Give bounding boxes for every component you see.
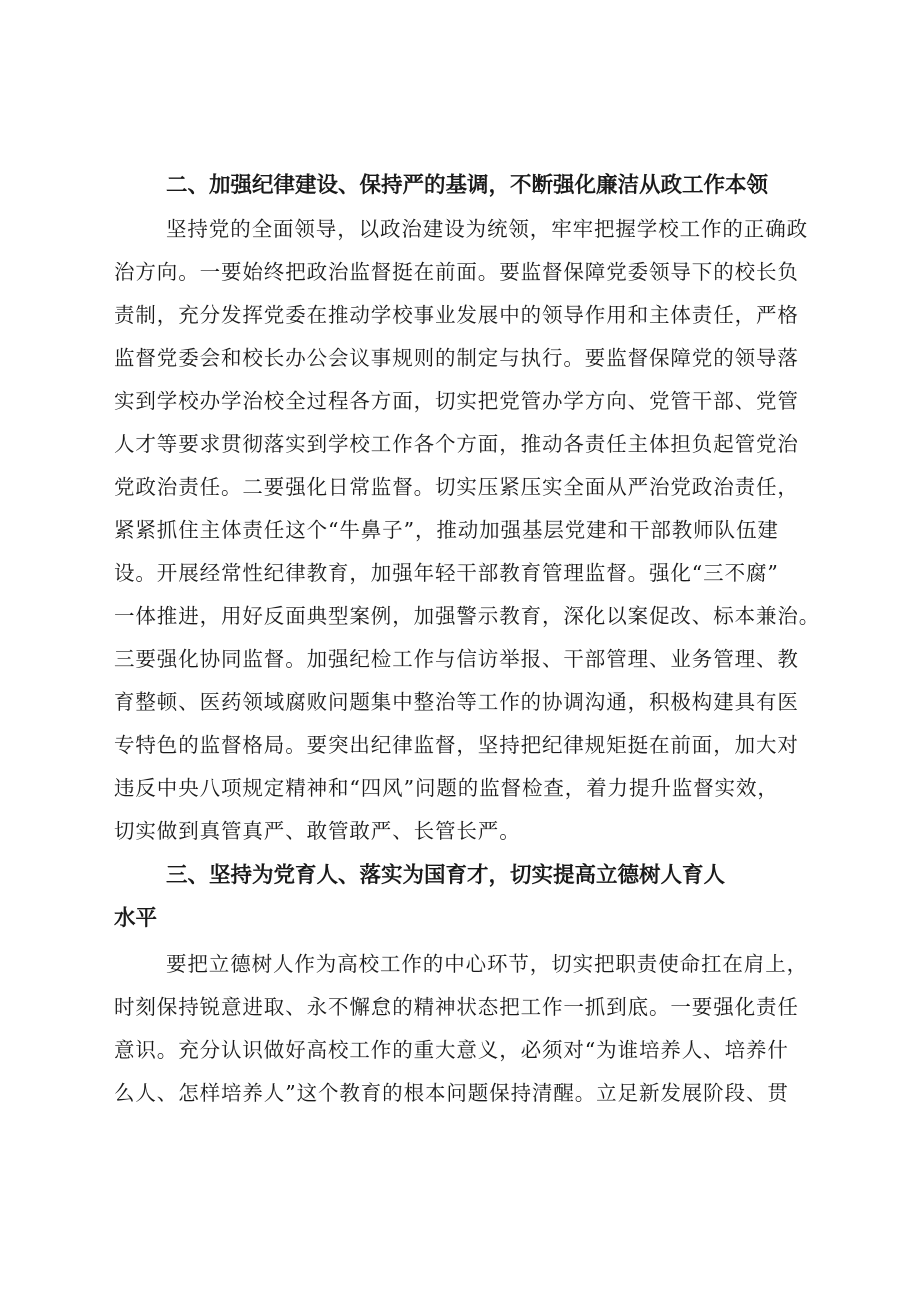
- paragraph-line: 育整顿、医药领域腐败问题集中整治等工作的协调沟通，积极构建具有医: [114, 690, 799, 714]
- paragraph-line: 责制，充分发挥党委在推动学校事业发展中的领导作用和主体责任，严格: [114, 303, 799, 327]
- paragraph-line: 党政治责任。二要强化日常监督。切实压紧压实全面从严治党政治责任，: [114, 475, 799, 499]
- paragraph-line: 切实做到真管真严、敢管敢严、长管长严。: [114, 819, 521, 843]
- section-2-heading: 二、加强纪律建设、保持严的基调，不断强化廉洁从政工作本领: [166, 173, 769, 198]
- paragraph-line: 时刻保持锐意进取、永不懈怠的精神状态把工作一抓到底。一要强化责任: [114, 995, 799, 1019]
- paragraph-line: 设。开展经常性纪律教育，加强年轻干部教育管理监督。强化“三不腐”: [114, 561, 779, 585]
- paragraph-line: 违反中央八项规定精神和“四风”问题的监督检查，着力提升监督实效，: [114, 776, 779, 800]
- paragraph-line: 三要强化协同监督。加强纪检工作与信访举报、干部管理、业务管理、教: [114, 647, 799, 671]
- paragraph-line: 专特色的监督格局。要突出纪律监督，坚持把纪律规矩挺在前面，加大对: [114, 733, 799, 757]
- paragraph-line: 一体推进，用好反面典型案例，加强警示教育，深化以案促改、标本兼治。: [114, 604, 821, 628]
- section-3-heading: 三、坚持为党育人、落实为国育才，切实提高立德树人育人: [166, 863, 726, 888]
- paragraph-line: 实到学校办学治校全过程各方面，切实把党管办学方向、党管干部、党管: [114, 389, 799, 413]
- section-3-heading-continuation: 水平: [114, 906, 158, 931]
- paragraph-line: 要把立德树人作为高校工作的中心环节，切实把职责使命扛在肩上，: [166, 952, 808, 976]
- paragraph-line: 坚持党的全面领导，以政治建设为统领，牢牢把握学校工作的正确政: [166, 217, 808, 241]
- paragraph-line: 么人、怎样培养人”这个教育的根本问题保持清醒。立足新发展阶段、贯: [114, 1081, 789, 1105]
- paragraph-line: 治方向。一要始终把政治监督挺在前面。要监督保障党委领导下的校长负: [114, 260, 799, 284]
- paragraph-line: 紧紧抓住主体责任这个“牛鼻子”，推动加强基层党建和干部教师队伍建: [114, 518, 779, 542]
- paragraph-line: 监督党委会和校长办公会议事规则的制定与执行。要监督保障党的领导落: [114, 346, 799, 370]
- paragraph-line: 人才等要求贯彻落实到学校工作各个方面，推动各责任主体担负起管党治: [114, 432, 799, 456]
- paragraph-line: 意识。充分认识做好高校工作的重大意义，必须对“为谁培养人、培养什: [114, 1038, 789, 1062]
